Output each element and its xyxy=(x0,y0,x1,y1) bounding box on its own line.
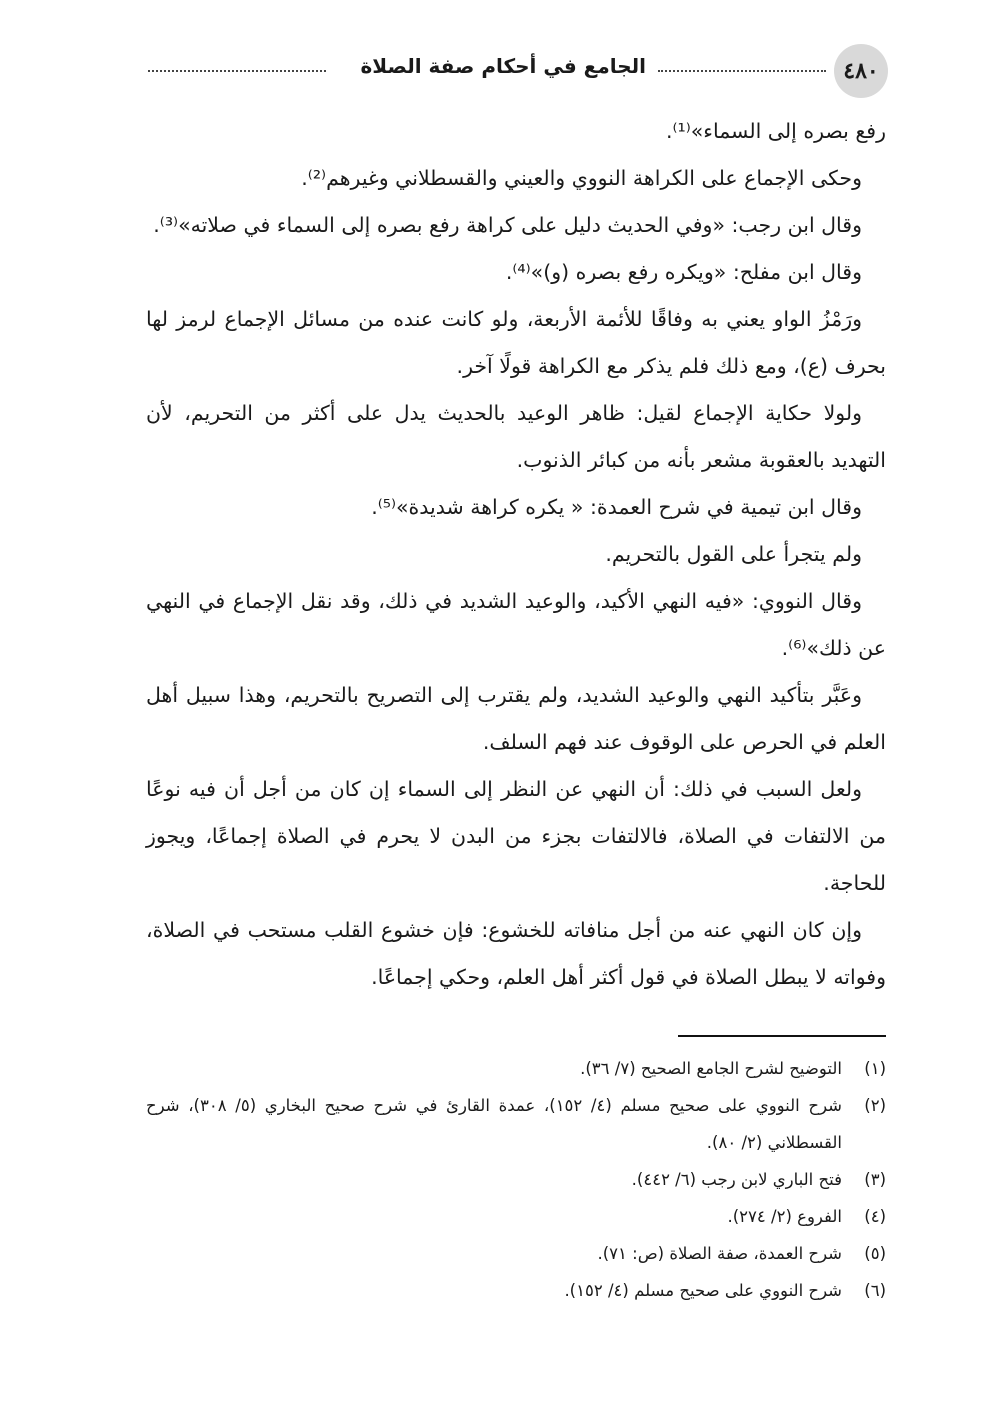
paragraph: وإن كان النهي عنه من أجل منافاته للخشوع: فإن خشوع القلب مستحب في الصلاة، وفواته لا يبطل الصلاة في قول أكثر أهل العلم، وحكي إجماعًا. xyxy=(146,918,886,989)
footnote-text: شرح النووي على صحيح مسلم (٤/ ١٥٢). xyxy=(564,1281,842,1300)
paragraph: ولولا حكاية الإجماع لقيل: ظاهر الوعيد بالحديث يدل على أكثر من التحريم، لأن التهديد بالعقوبة مشعر بأنه من كبائر الذنوب. xyxy=(146,401,886,472)
footnote-number: (٤) xyxy=(864,1207,886,1226)
running-title: الجامع في أحكام صفة الصلاة xyxy=(360,54,646,78)
footnote-separator xyxy=(678,1035,886,1037)
header-dotted-divider xyxy=(148,70,326,72)
header-dotted-divider xyxy=(658,70,826,72)
footnote-text: التوضيح لشرح الجامع الصحيح (٧/ ٣٦). xyxy=(580,1059,842,1078)
paragraph: وعَبَّر بتأكيد النهي والوعيد الشديد، ولم يقترب إلى التصريح بالتحريم، وهذا سبيل أهل العلم في الحرص على الوقوف عند فهم السلف. xyxy=(146,683,886,754)
footnote-item xyxy=(146,1198,886,1235)
paragraph: وقال ابن رجب: «وفي الحديث دليل على كراهة رفع بصره إلى السماء في صلاته»⁽³⁾. xyxy=(153,213,862,237)
footnote-text: شرح العمدة، صفة الصلاة (ص: ٧١). xyxy=(597,1244,842,1263)
footnote-text: شرح النووي على صحيح مسلم (٤/ ١٥٢)، عمدة القارئ في شرح صحيح البخاري (٥/ ٣٠٨)، شرح القسطلاني (٢/ ٨٠). xyxy=(146,1096,843,1152)
paragraph: ورَمْزُ الواو يعني به وفاقًا للأئمة الأربعة، ولو كانت عنده من مسائل الإجماع لرمز لها بحرف (ع)، ومع ذلك فلم يذكر مع الكراهة قولًا آخر. xyxy=(146,307,886,378)
footnote-text: فتح الباري لابن رجب (٦/ ٤٤٢). xyxy=(631,1170,842,1189)
footnote-number: (٢) xyxy=(864,1096,886,1115)
paragraph: وقال ابن تيمية في شرح العمدة: « يكره كراهة شديدة»⁽⁵⁾. xyxy=(371,495,862,519)
footnote-number: (١) xyxy=(864,1059,886,1078)
footnote-item xyxy=(146,1050,886,1087)
footnote-number: (٦) xyxy=(864,1281,886,1300)
paragraph: ولعل السبب في ذلك: أن النهي عن النظر إلى السماء إن كان من أجل أن فيه نوعًا من الالتفات في الصلاة، فالالتفات بجزء من البدن لا يحرم في الصلاة إجماعًا، ويجوز للحاجة. xyxy=(146,777,886,895)
paragraph: ولم يتجرأ على القول بالتحريم. xyxy=(605,542,862,566)
footnote-item xyxy=(146,1161,886,1198)
paragraph: وحكى الإجماع على الكراهة النووي والعيني والقسطلاني وغيرهم⁽²⁾. xyxy=(301,166,862,190)
footnote-item xyxy=(146,1272,886,1309)
paragraph: وقال النووي: «فيه النهي الأكيد، والوعيد الشديد في ذلك، وقد نقل الإجماع في النهي عن ذلك»⁽⁶⁾. xyxy=(146,589,886,660)
footnote-item xyxy=(146,1087,886,1161)
footnote-item xyxy=(146,1235,886,1272)
footnotes xyxy=(146,1050,886,1309)
paragraph: رفع بصره إلى السماء»⁽¹⁾. xyxy=(665,119,886,143)
footnote-text: الفروع (٢/ ٢٧٤). xyxy=(727,1207,842,1226)
page-header xyxy=(140,40,888,104)
footnote-number: (٥) xyxy=(864,1244,886,1263)
page-number-badge: ٤٨٠ xyxy=(834,44,888,98)
paragraph: وقال ابن مفلح: «ويكره رفع بصره (و)»⁽⁴⁾. xyxy=(505,260,862,284)
main-text xyxy=(146,108,886,1001)
footnote-number: (٣) xyxy=(864,1170,886,1189)
